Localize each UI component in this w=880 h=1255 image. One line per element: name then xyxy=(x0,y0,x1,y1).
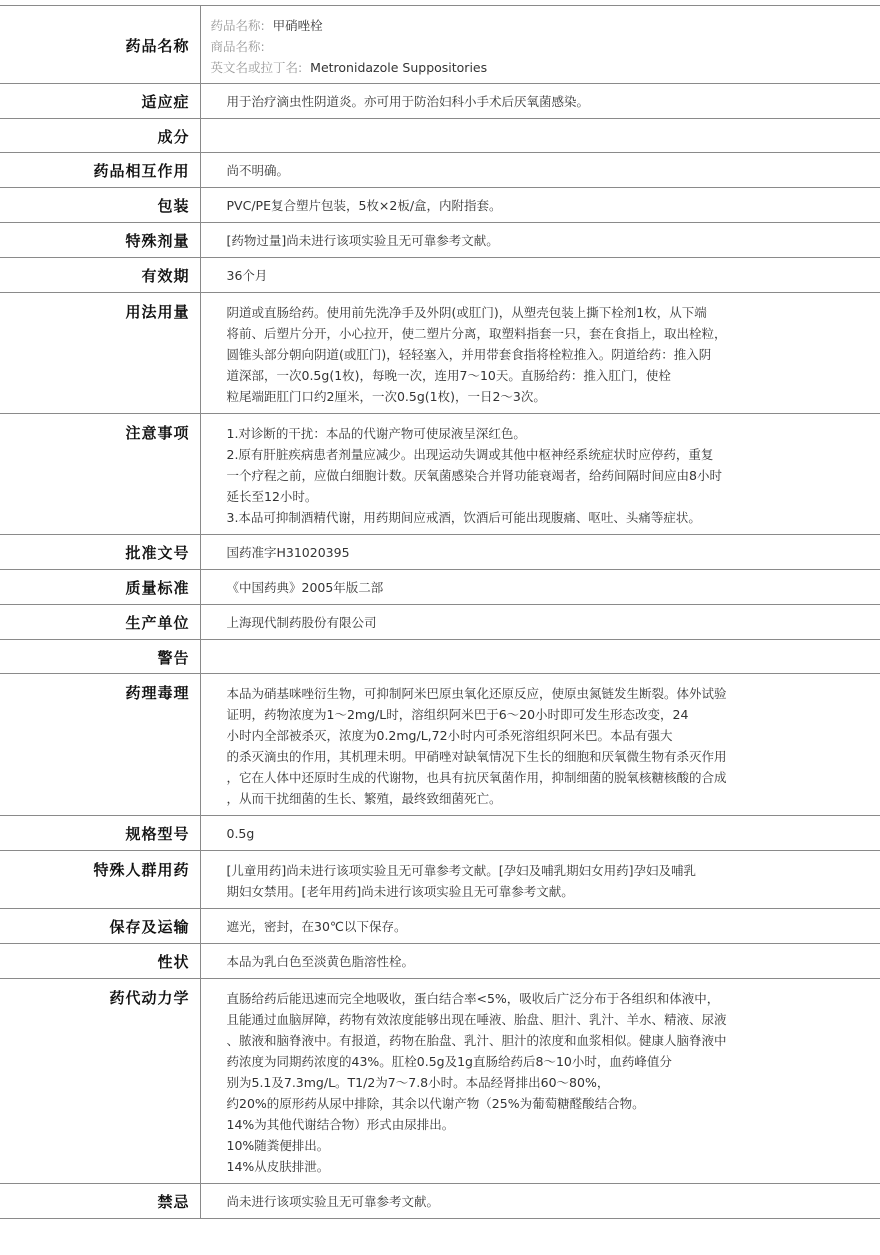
label-interactions: 药品相互作用 xyxy=(0,153,200,188)
pharmacokinetics-line: 14%从皮肤排泄。 xyxy=(226,1159,330,1174)
value-specification: 0.5g xyxy=(200,816,880,851)
pharmacokinetics-line: 、脓液和脑脊液中。有报道，药物在胎盘、乳汁、胆汁的浓度和血浆相似。健康人脑脊液中 xyxy=(226,1033,727,1048)
usage-line: 粒尾端距肛门口约2厘米，一次0.5g(1枚)，一日2～3次。 xyxy=(226,389,546,404)
row-packaging xyxy=(0,188,880,223)
pharmacokinetics-line: 且能通过血脑屏障，药物有效浓度能够出现在唾液、胎盘、胆汁、乳汁、羊水、精液、尿液 xyxy=(226,1012,727,1027)
value-description: 本品为乳白色至淡黄色脂溶性栓。 xyxy=(200,944,880,979)
value-packaging: PVC/PE复合塑片包装，5枚×2板/盒，内附指套。 xyxy=(200,188,880,223)
label-special-population: 特殊人群用药 xyxy=(0,851,200,909)
pharmacokinetics-line: 药浓度为同期药浓度的43%。肛栓0.5g及1g直肠给药后8～10小时，血药峰值分 xyxy=(226,1054,672,1069)
value-warning xyxy=(200,640,880,674)
value-approval: 国药准字H31020395 xyxy=(200,535,880,570)
label-manufacturer: 生产单位 xyxy=(0,605,200,640)
english-name-line xyxy=(211,57,871,78)
usage-line: 将前、后塑片分开，小心拉开，使二塑片分离，取塑料指套一只，套在食指上，取出栓粒， xyxy=(226,326,727,341)
row-approval xyxy=(0,535,880,570)
label-ingredients: 成分 xyxy=(0,119,200,153)
label-validity: 有效期 xyxy=(0,258,200,293)
pharmacology-line: 小时内全部被杀灭，浓度为0.2mg/L,72小时内可杀死溶组织阿米巴。本品有强大 xyxy=(226,728,673,743)
pharmacokinetics-line: 别为5.1及7.3mg/L。T1/2为7～7.8小时。本品经肾排出60～80%， xyxy=(226,1075,610,1090)
label-precautions: 注意事项 xyxy=(0,414,200,535)
pharmacokinetics-line: 14%为其他代谢结合物）形式由尿排出。 xyxy=(226,1117,455,1132)
label-approval: 批准文号 xyxy=(0,535,200,570)
row-specification xyxy=(0,816,880,851)
value-ingredients xyxy=(200,119,880,153)
row-description xyxy=(0,944,880,979)
pharmacology-line: 本品为硝基咪唑衍生物，可抑制阿米巴原虫氧化还原反应，使原虫氮链发生断裂。体外试验 xyxy=(226,686,727,701)
pharmacology-line: ，从而干扰细菌的生长、繁殖，最终致细菌死亡。 xyxy=(226,791,502,806)
generic-name-value: 甲硝唑栓 xyxy=(272,18,323,33)
usage-line: 阴道或直肠给药。使用前先洗净手及外阴(或肛门)，从塑壳包装上撕下栓剂1枚，从下端 xyxy=(226,305,707,320)
generic-name-line xyxy=(211,15,871,36)
value-special-dose: [药物过量]尚未进行该项实验且无可靠参考文献。 xyxy=(200,223,880,258)
row-special-dose xyxy=(0,223,880,258)
label-indications: 适应症 xyxy=(0,84,200,119)
label-warning: 警告 xyxy=(0,640,200,674)
row-warning xyxy=(0,640,880,674)
row-pharmacokinetics xyxy=(0,979,880,1184)
precautions-line: 延长至12小时。 xyxy=(226,489,318,504)
row-precautions xyxy=(0,414,880,535)
label-usage: 用法用量 xyxy=(0,293,200,414)
value-storage: 遮光，密封，在30℃以下保存。 xyxy=(200,909,880,944)
label-pharmacokinetics: 药代动力学 xyxy=(0,979,200,1184)
row-pharmacology xyxy=(0,674,880,816)
drug-info-table xyxy=(0,5,880,1219)
english-name-key: 英文名或拉丁名: xyxy=(210,60,303,75)
pharmacology-line: 证明，药物浓度为1～2mg/L时，溶组织阿米巴于6～20小时即可发生形态改变，24 xyxy=(226,707,689,722)
precautions-line: 1.对诊断的干扰：本品的代谢产物可使尿液呈深红色。 xyxy=(226,426,526,441)
label-standard: 质量标准 xyxy=(0,570,200,605)
label-special-dose: 特殊剂量 xyxy=(0,223,200,258)
usage-line: 道深部，一次0.5g(1枚)，每晚一次，连用7～10天。直肠给药：推入肛门，使栓 xyxy=(226,368,671,383)
value-indications: 用于治疗滴虫性阴道炎。亦可用于防治妇科小手术后厌氧菌感染。 xyxy=(200,84,880,119)
special-population-line: 期妇女禁用。[老年用药]尚未进行该项实验且无可靠参考文献。 xyxy=(226,884,574,899)
label-drug-name: 药品名称 xyxy=(0,6,200,84)
row-storage xyxy=(0,909,880,944)
row-indications xyxy=(0,84,880,119)
label-description: 性状 xyxy=(0,944,200,979)
label-pharmacology: 药理毒理 xyxy=(0,674,200,816)
row-validity xyxy=(0,258,880,293)
pharmacokinetics-line: 约20%的原形药从尿中排除，其余以代谢产物（25%为葡萄糖醛酸结合物。 xyxy=(226,1096,645,1111)
pharmacokinetics-line: 直肠给药后能迅速而完全地吸收，蛋白结合率<5%，吸收后广泛分布于各组织和体液中， xyxy=(226,991,720,1006)
value-pharmacology xyxy=(200,674,880,816)
row-standard xyxy=(0,570,880,605)
precautions-line: 一个疗程之前，应做白细胞计数。厌氧菌感染合并肾功能衰竭者，给药间隔时间应由8小时 xyxy=(226,468,722,483)
precautions-line: 3.本品可抑制酒精代谢，用药期间应戒酒，饮酒后可能出现腹痛、呕吐、头痛等症状。 xyxy=(226,510,701,525)
value-manufacturer: 上海现代制药股份有限公司 xyxy=(200,605,880,640)
label-specification: 规格型号 xyxy=(0,816,200,851)
precautions-line: 2.原有肝脏疾病患者剂量应减少。出现运动失调或其他中枢神经系统症状时应停药，重复 xyxy=(226,447,714,462)
value-standard: 《中国药典》2005年版二部 xyxy=(200,570,880,605)
label-packaging: 包装 xyxy=(0,188,200,223)
value-validity: 36个月 xyxy=(200,258,880,293)
row-manufacturer xyxy=(0,605,880,640)
value-usage xyxy=(200,293,880,414)
value-contraindications: 尚未进行该项实验且无可靠参考文献。 xyxy=(200,1184,880,1219)
trade-name-line xyxy=(211,36,871,57)
trade-name-key: 商品名称: xyxy=(210,39,265,54)
value-pharmacokinetics xyxy=(200,979,880,1184)
pharmacokinetics-line: 10%随粪便排出。 xyxy=(226,1138,330,1153)
value-drug-name xyxy=(200,6,880,84)
special-population-line: [儿童用药]尚未进行该项实验且无可靠参考文献。[孕妇及哺乳期妇女用药]孕妇及哺乳 xyxy=(226,863,697,878)
pharmacology-line: ，它在人体中还原时生成的代谢物，也具有抗厌氧菌作用，抑制细菌的脱氧核糖核酸的合成 xyxy=(226,770,727,785)
row-ingredients xyxy=(0,119,880,153)
pharmacology-line: 的杀灭滴虫的作用，其机理未明。甲硝唑对缺氧情况下生长的细胞和厌氧微生物有杀灭作用 xyxy=(226,749,727,764)
row-drug-name xyxy=(0,6,880,84)
value-precautions xyxy=(200,414,880,535)
usage-line: 圆锥头部分朝向阴道(或肛门)，轻轻塞入，并用带套食指将栓粒推入。阴道给药：推入阴 xyxy=(226,347,712,362)
value-interactions: 尚不明确。 xyxy=(200,153,880,188)
label-contraindications: 禁忌 xyxy=(0,1184,200,1219)
generic-name-key: 药品名称: xyxy=(210,18,265,33)
label-storage: 保存及运输 xyxy=(0,909,200,944)
value-special-population xyxy=(200,851,880,909)
row-contraindications xyxy=(0,1184,880,1219)
english-name-value: Metronidazole Suppositories xyxy=(310,60,488,75)
row-special-population xyxy=(0,851,880,909)
row-usage xyxy=(0,293,880,414)
row-interactions xyxy=(0,153,880,188)
